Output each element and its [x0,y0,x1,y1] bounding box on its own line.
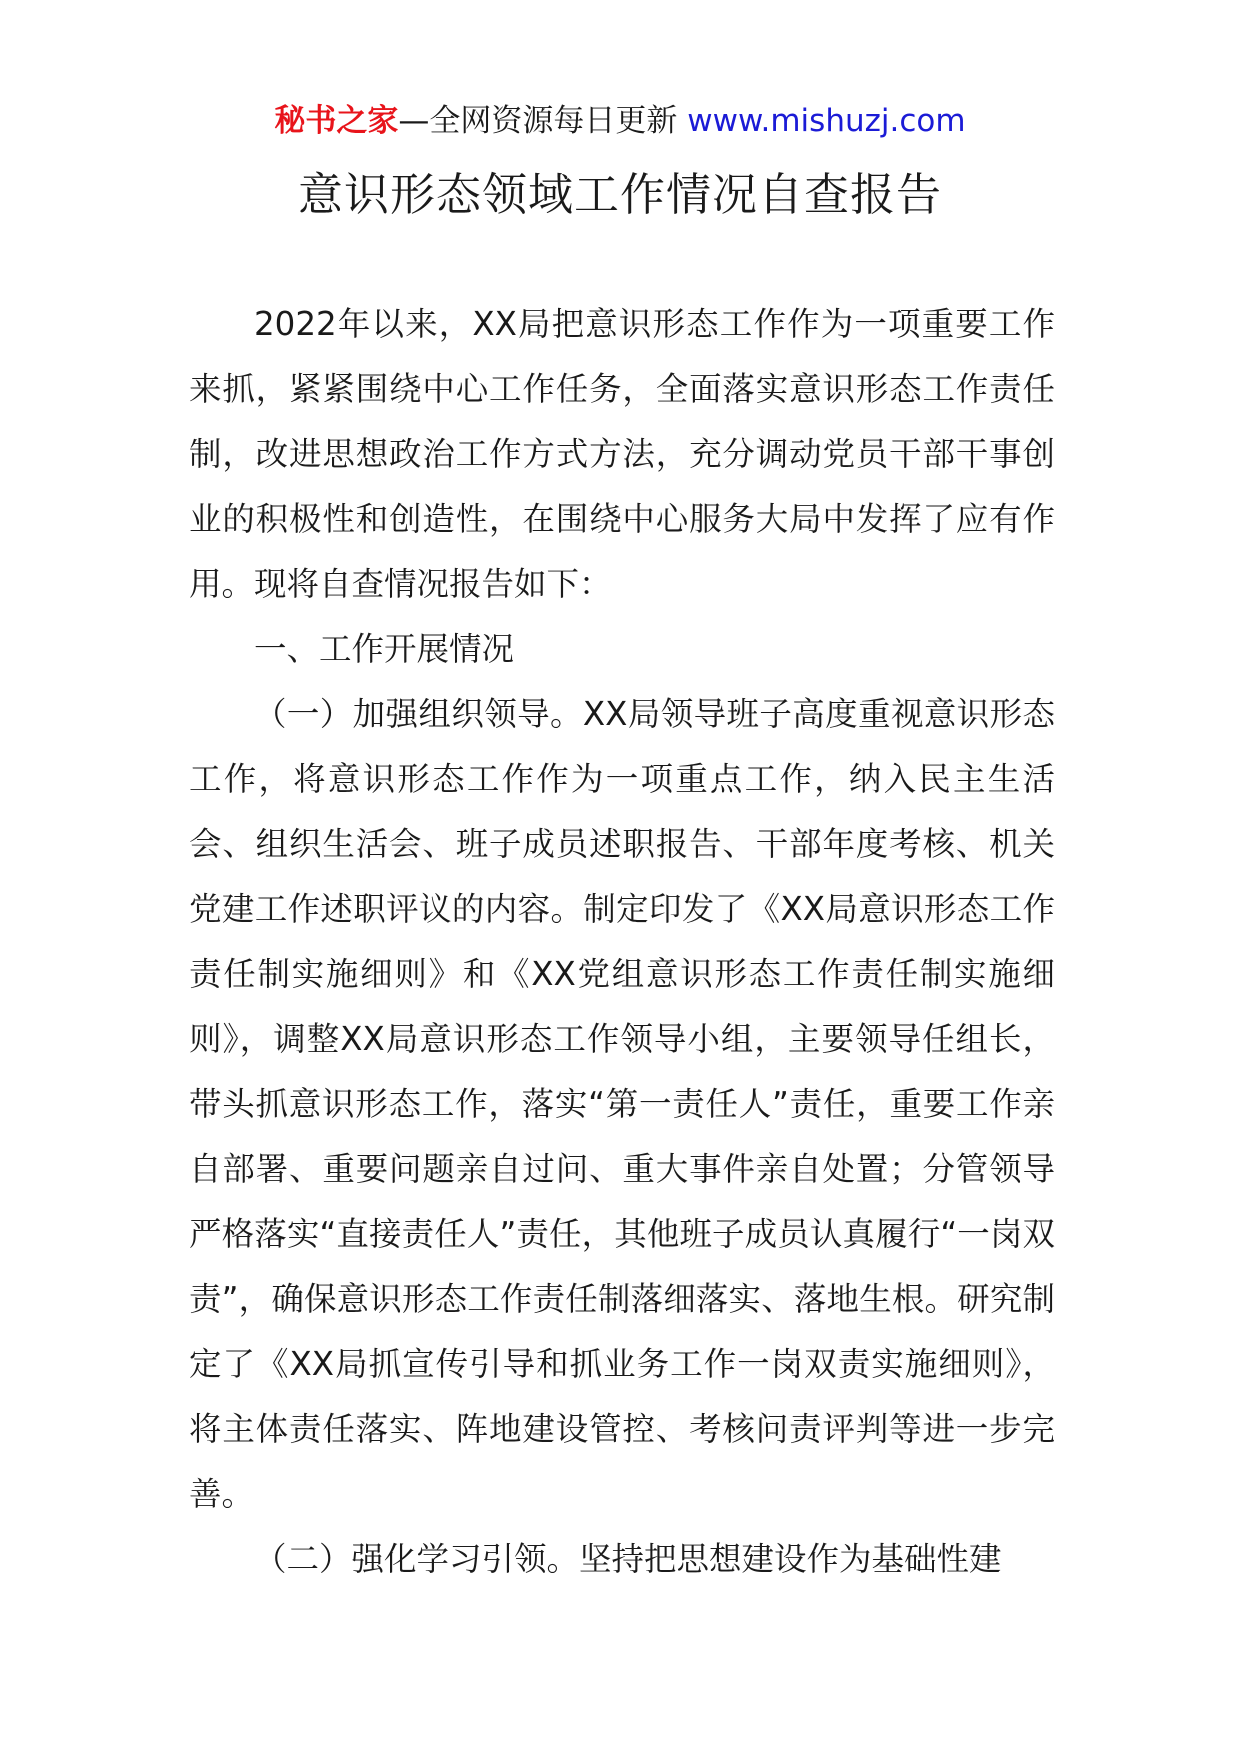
site-tagline: —全网资源每日更新 [398,103,678,139]
paragraph-organization: （一）加强组织领导。XX局领导班子高度重视意识形态工作，将意识形态工作作为一项重点工作，纳入民主生活会、组织生活会、班子成员述职报告、干部年度考核、机关党建工作述职评议的内容。制定印发了《XX局意识形态工作责任制实施细则》和《XX党组意识形态工作责任制实施细则》，调整XX局意识形态工作领导小组，主要领导任组长，带头抓意识形态工作，落实“第一责任人”责任，重要工作亲自部署、重要问题亲自过问、重大事件亲自处置；分管领导严格落实“直接责任人”责任，其他班子成员认真履行“一岗双责”，确保意识形态工作责任制落细落实、落地生根。研究制定了《XX局抓宣传引导和抓业务工作一岗双责实施细则》，将主体责任落实、阵地建设管控、考核问责评判等进一步完善。 [189,695,1055,1513]
section-heading-1: 一、工作开展情况 [254,630,515,668]
paragraph-study: （二）强化学习引领。坚持把思想建设作为基础性建 [254,1540,1002,1578]
site-url-link[interactable]: www.mishuzj.com [687,103,966,139]
brand-name: 秘书之家 [274,103,399,139]
intro-paragraph: 2022年以来，XX局把意识形态工作作为一项重要工作来抓，紧紧围绕中心工作任务，全面落实意识形态工作责任制，改进思想政治工作方式方法，充分调动党员干部干事创业的积极性和创造性，在围绕中心服务大局中发挥了应有作用。现将自查情况报告如下： [189,305,1055,603]
document-body [189,292,1055,1592]
document-title: 意识形态领域工作情况自查报告 [297,168,942,221]
site-header [0,100,1240,142]
